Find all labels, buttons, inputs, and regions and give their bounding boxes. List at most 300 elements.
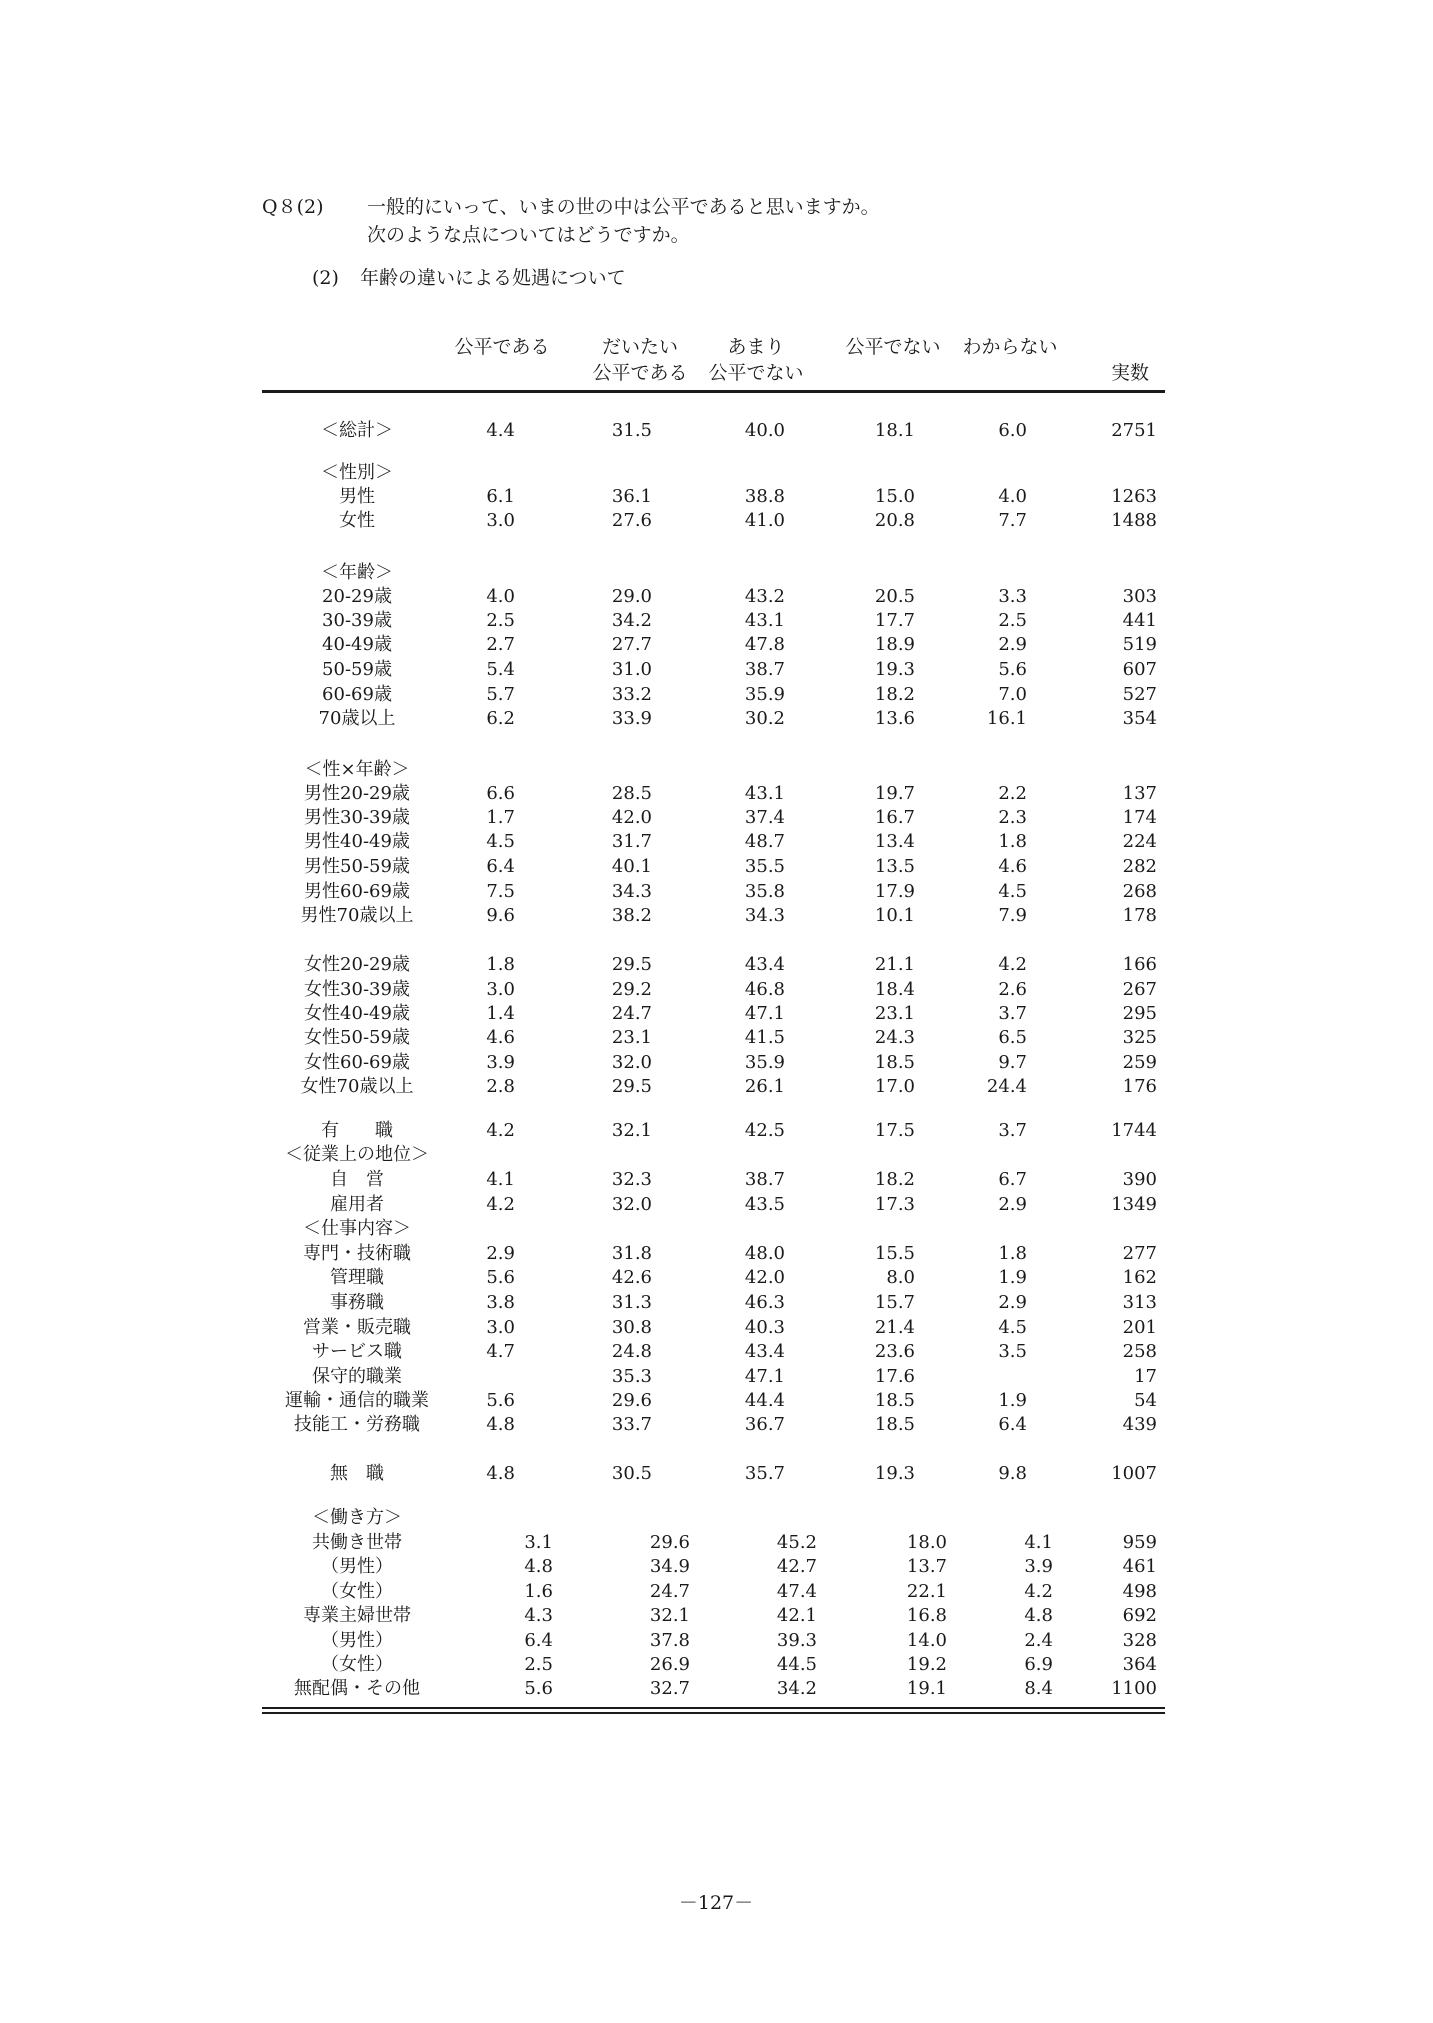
percent-cell: 20.5 [874,586,915,607]
percent-cell: 15.7 [874,1292,915,1313]
percent-cell: 2.9 [998,1292,1027,1313]
percent-cell: 43.1 [744,610,785,631]
percent-cell: 13.5 [874,856,915,877]
percent-cell: 45.2 [776,1532,817,1553]
count-cell: 607 [1122,659,1157,680]
percent-cell: 40.0 [744,420,785,441]
percent-cell: 4.8 [524,1556,553,1577]
percent-cell: 1.7 [486,807,515,828]
percent-cell: 5.7 [486,684,515,705]
percent-cell: 32.7 [649,1678,690,1699]
percent-cell: 16.7 [874,807,915,828]
percent-cell: 27.6 [611,510,652,531]
percent-cell: 2.3 [998,807,1027,828]
row-label: 男性70歳以上 [300,905,414,926]
row-label: （女性） [321,1581,393,1602]
count-cell: 1100 [1111,1678,1157,1699]
bottom-rule-2 [262,1712,1165,1714]
percent-cell: 4.5 [486,831,515,852]
row-label: 専業主婦世帯 [303,1605,411,1626]
row-label: 70歳以上 [318,708,396,729]
count-cell: 277 [1122,1243,1157,1264]
percent-cell: 3.7 [998,1003,1027,1024]
page-number: －127－ [678,1892,754,1914]
row-label: ＜年齢＞ [321,562,393,583]
percent-cell: 4.8 [1024,1605,1053,1626]
percent-cell: 40.1 [611,856,652,877]
percent-cell: 3.1 [524,1532,553,1553]
percent-cell: 1.8 [486,954,515,975]
percent-cell: 37.4 [744,807,785,828]
percent-cell: 18.4 [874,979,915,1000]
row-label: 女性70歳以上 [300,1076,414,1097]
row-label: 事務職 [330,1292,384,1313]
percent-cell: 22.1 [906,1581,947,1602]
percent-cell: 4.0 [486,586,515,607]
count-cell: 364 [1122,1654,1157,1675]
percent-cell: 34.3 [744,905,785,926]
percent-cell: 3.7 [998,1120,1027,1141]
count-cell: 313 [1122,1292,1157,1313]
percent-cell: 9.6 [486,905,515,926]
percent-cell: 6.4 [524,1630,553,1651]
percent-cell: 2.9 [998,634,1027,655]
count-cell: 441 [1122,610,1157,631]
percent-cell: 17.5 [874,1120,915,1141]
count-cell: 166 [1122,954,1157,975]
row-label: 40-49歳 [322,634,392,655]
percent-cell: 5.6 [998,659,1027,680]
row-label: ＜従業上の地位＞ [285,1144,429,1165]
row-label: ＜総計＞ [321,420,393,441]
percent-cell: 48.0 [744,1243,785,1264]
percent-cell: 3.0 [486,1317,515,1338]
percent-cell: 33.9 [611,708,652,729]
percent-cell: 4.3 [524,1605,553,1626]
percent-cell: 29.6 [611,1390,652,1411]
percent-cell: 2.2 [998,783,1027,804]
row-label: 女性 [339,510,375,531]
percent-cell: 28.5 [611,783,652,804]
row-label: 管理職 [330,1267,384,1288]
percent-cell: 15.0 [874,486,915,507]
percent-cell: 3.9 [1024,1556,1053,1577]
percent-cell: 1.4 [486,1003,515,1024]
percent-cell: 6.4 [486,856,515,877]
percent-cell: 33.7 [611,1414,652,1435]
percent-cell: 42.6 [611,1267,652,1288]
column-header-line1: わからない [962,336,1058,358]
percent-cell: 4.4 [486,420,515,441]
percent-cell: 8.0 [886,1267,915,1288]
percent-cell: 5.6 [486,1390,515,1411]
percent-cell: 2.6 [998,979,1027,1000]
percent-cell: 30.5 [611,1463,652,1484]
question-text-line2: 次のような点についてはどうですか。 [367,224,690,246]
count-cell: 303 [1122,586,1157,607]
bottom-rule-1 [262,1707,1165,1709]
percent-cell: 18.5 [874,1390,915,1411]
percent-cell: 38.8 [744,486,785,507]
percent-cell: 19.2 [906,1654,947,1675]
percent-cell: 4.2 [486,1120,515,1141]
row-label: 30-39歳 [322,610,392,631]
row-label: （男性） [321,1556,393,1577]
percent-cell: 47.4 [776,1581,817,1602]
percent-cell: 29.0 [611,586,652,607]
count-cell: 390 [1122,1169,1157,1190]
percent-cell: 27.7 [611,634,652,655]
count-cell: 17 [1134,1366,1157,1387]
percent-cell: 34.2 [776,1678,817,1699]
percent-cell: 31.5 [611,420,652,441]
row-label: 専門・技術職 [303,1243,411,1264]
percent-cell: 2.9 [486,1243,515,1264]
percent-cell: 37.8 [649,1630,690,1651]
percent-cell: 19.1 [906,1678,947,1699]
percent-cell: 31.0 [611,659,652,680]
percent-cell: 35.9 [744,1052,785,1073]
percent-cell: 47.1 [744,1003,785,1024]
percent-cell: 43.1 [744,783,785,804]
row-label: 無配偶・その他 [294,1678,420,1699]
row-label: 女性60-69歳 [304,1052,410,1073]
count-cell: 295 [1122,1003,1157,1024]
percent-cell: 17.0 [874,1076,915,1097]
percent-cell: 6.6 [486,783,515,804]
percent-cell: 47.1 [744,1366,785,1387]
row-label: ＜仕事内容＞ [303,1218,411,1239]
percent-cell: 14.0 [906,1630,947,1651]
percent-cell: 13.7 [906,1556,947,1577]
percent-cell: 42.5 [744,1120,785,1141]
column-header-line2: 公平である [592,362,688,384]
percent-cell: 6.9 [1024,1654,1053,1675]
percent-cell: 16.1 [986,708,1027,729]
percent-cell: 38.2 [611,905,652,926]
count-cell: 174 [1122,807,1157,828]
percent-cell: 20.8 [874,510,915,531]
percent-cell: 32.3 [611,1169,652,1190]
percent-cell: 7.5 [486,881,515,902]
percent-cell: 18.5 [874,1052,915,1073]
count-cell: 224 [1122,831,1157,852]
percent-cell: 7.7 [998,510,1027,531]
count-cell: 439 [1122,1414,1157,1435]
percent-cell: 2.5 [524,1654,553,1675]
percent-cell: 17.3 [874,1194,915,1215]
percent-cell: 31.3 [611,1292,652,1313]
row-label: 女性40-49歳 [304,1003,410,1024]
column-header-line1: だいたい [601,336,678,358]
percent-cell: 5.6 [524,1678,553,1699]
row-label: 有 職 [321,1120,393,1141]
percent-cell: 18.2 [874,684,915,705]
percent-cell: 18.2 [874,1169,915,1190]
percent-cell: 23.6 [874,1341,915,1362]
percent-cell: 42.0 [744,1267,785,1288]
column-header-line2: 公平でない [708,362,804,384]
percent-cell: 19.7 [874,783,915,804]
percent-cell: 29.6 [649,1532,690,1553]
row-label: 50-59歳 [322,659,392,680]
percent-cell: 3.0 [486,510,515,531]
percent-cell: 34.9 [649,1556,690,1577]
percent-cell: 1.6 [524,1581,553,1602]
row-label: 雇用者 [330,1194,384,1215]
percent-cell: 21.4 [874,1317,915,1338]
percent-cell: 32.0 [611,1052,652,1073]
row-label: 男性40-49歳 [304,831,410,852]
percent-cell: 43.2 [744,586,785,607]
percent-cell: 2.4 [1024,1630,1053,1651]
percent-cell: 6.2 [486,708,515,729]
row-label: 技能工・労務職 [294,1414,420,1435]
row-label: （男性） [321,1630,393,1651]
percent-cell: 32.1 [649,1605,690,1626]
percent-cell: 24.3 [874,1027,915,1048]
percent-cell: 46.3 [744,1292,785,1313]
percent-cell: 42.7 [776,1556,817,1577]
row-label: 共働き世帯 [312,1532,402,1553]
count-cell: 1007 [1111,1463,1157,1484]
row-label: 女性20-29歳 [304,954,410,975]
percent-cell: 4.1 [1024,1532,1053,1553]
percent-cell: 48.7 [744,831,785,852]
row-label: 男性 [339,486,375,507]
percent-cell: 33.2 [611,684,652,705]
percent-cell: 29.2 [611,979,652,1000]
percent-cell: 5.4 [486,659,515,680]
percent-cell: 1.9 [998,1390,1027,1411]
percent-cell: 23.1 [874,1003,915,1024]
percent-cell: 4.5 [998,1317,1027,1338]
percent-cell: 6.1 [486,486,515,507]
percent-cell: 35.7 [744,1463,785,1484]
percent-cell: 23.1 [611,1027,652,1048]
count-cell: 162 [1122,1267,1157,1288]
percent-cell: 31.7 [611,831,652,852]
percent-cell: 8.4 [1024,1678,1053,1699]
question-text-line1: 一般的にいって、いまの世の中は公平であると思いますか。 [367,196,880,218]
row-label: サービス職 [312,1341,402,1362]
percent-cell: 35.5 [744,856,785,877]
percent-cell: 4.6 [998,856,1027,877]
row-label: 女性30-39歳 [304,979,410,1000]
percent-cell: 35.9 [744,684,785,705]
percent-cell: 2.5 [998,610,1027,631]
percent-cell: 1.8 [998,831,1027,852]
row-label: 男性20-29歳 [304,783,410,804]
subquestion-text: 年齢の違いによる処遇について [360,267,626,289]
percent-cell: 29.5 [611,954,652,975]
count-cell: 176 [1122,1076,1157,1097]
percent-cell: 46.8 [744,979,785,1000]
percent-cell: 9.8 [998,1463,1027,1484]
count-cell: 267 [1122,979,1157,1000]
count-cell: 498 [1122,1581,1157,1602]
count-cell: 54 [1134,1390,1157,1411]
percent-cell: 4.2 [1024,1581,1053,1602]
percent-cell: 3.9 [486,1052,515,1073]
count-cell: 268 [1122,881,1157,902]
percent-cell: 38.7 [744,659,785,680]
header-rule [262,390,1165,393]
count-cell: 1488 [1111,510,1157,531]
percent-cell: 6.4 [998,1414,1027,1435]
row-label: 男性60-69歳 [304,881,410,902]
percent-cell: 34.2 [611,610,652,631]
percent-cell: 4.5 [998,881,1027,902]
percent-cell: 5.6 [486,1267,515,1288]
percent-cell: 6.0 [998,420,1027,441]
row-label: 保守的職業 [312,1366,402,1387]
percent-cell: 36.7 [744,1414,785,1435]
row-label: 20-29歳 [322,586,392,607]
row-label: ＜性×年齢＞ [304,759,410,780]
count-cell: 461 [1122,1556,1157,1577]
percent-cell: 47.8 [744,634,785,655]
percent-cell: 42.1 [776,1605,817,1626]
count-cell: 354 [1122,708,1157,729]
count-cell: 519 [1122,634,1157,655]
percent-cell: 9.7 [998,1052,1027,1073]
question-number: Q８(2) [262,196,324,218]
percent-cell: 43.4 [744,1341,785,1362]
count-cell: 692 [1122,1605,1157,1626]
percent-cell: 4.0 [998,486,1027,507]
percent-cell: 13.4 [874,831,915,852]
column-header-line1: 公平でない [845,336,941,358]
row-label: 60-69歳 [322,684,392,705]
percent-cell: 21.1 [874,954,915,975]
percent-cell: 44.5 [776,1654,817,1675]
percent-cell: 16.8 [906,1605,947,1626]
column-header-line1: あまり [727,336,785,358]
percent-cell: 39.3 [776,1630,817,1651]
subquestion-number: (2) [312,267,339,289]
percent-cell: 17.9 [874,881,915,902]
count-cell: 1744 [1111,1120,1157,1141]
row-label: 運輸・通信的職業 [285,1390,429,1411]
percent-cell: 19.3 [874,1463,915,1484]
count-cell: 527 [1122,684,1157,705]
count-cell: 1349 [1111,1194,1157,1215]
count-cell: 282 [1122,856,1157,877]
row-label: 自 営 [330,1169,384,1190]
percent-cell: 26.9 [649,1654,690,1675]
percent-cell: 32.1 [611,1120,652,1141]
percent-cell: 4.1 [486,1169,515,1190]
percent-cell: 42.0 [611,807,652,828]
percent-cell: 35.8 [744,881,785,902]
row-label: 無 職 [330,1463,384,1484]
percent-cell: 6.5 [998,1027,1027,1048]
row-label: ＜性別＞ [321,462,393,483]
count-cell: 328 [1122,1630,1157,1651]
percent-cell: 29.5 [611,1076,652,1097]
percent-cell: 6.7 [998,1169,1027,1190]
percent-cell: 4.8 [486,1463,515,1484]
percent-cell: 26.1 [744,1076,785,1097]
percent-cell: 32.0 [611,1194,652,1215]
row-label: ＜働き方＞ [312,1507,402,1528]
percent-cell: 38.7 [744,1169,785,1190]
percent-cell: 1.8 [998,1243,1027,1264]
percent-cell: 4.2 [486,1194,515,1215]
percent-cell: 36.1 [611,486,652,507]
percent-cell: 4.7 [486,1341,515,1362]
count-cell: 137 [1122,783,1157,804]
percent-cell: 30.2 [744,708,785,729]
count-cell: 959 [1122,1532,1157,1553]
row-label: 男性50-59歳 [304,856,410,877]
count-cell: 258 [1122,1341,1157,1362]
percent-cell: 2.8 [486,1076,515,1097]
percent-cell: 7.9 [998,905,1027,926]
percent-cell: 18.1 [874,420,915,441]
percent-cell: 24.4 [986,1076,1027,1097]
percent-cell: 44.4 [744,1390,785,1411]
percent-cell: 2.5 [486,610,515,631]
percent-cell: 17.7 [874,610,915,631]
percent-cell: 30.8 [611,1317,652,1338]
percent-cell: 17.6 [874,1366,915,1387]
count-cell: 325 [1122,1027,1157,1048]
percent-cell: 24.7 [649,1581,690,1602]
percent-cell: 13.6 [874,708,915,729]
percent-cell: 19.3 [874,659,915,680]
row-label: 男性30-39歳 [304,807,410,828]
percent-cell: 4.6 [486,1027,515,1048]
percent-cell: 2.9 [998,1194,1027,1215]
row-label: 女性50-59歳 [304,1027,410,1048]
percent-cell: 18.9 [874,634,915,655]
percent-cell: 34.3 [611,881,652,902]
percent-cell: 43.5 [744,1194,785,1215]
percent-cell: 24.7 [611,1003,652,1024]
percent-cell: 4.2 [998,954,1027,975]
column-header-line1: 公平である [454,336,550,358]
percent-cell: 31.8 [611,1243,652,1264]
percent-cell: 4.8 [486,1414,515,1435]
percent-cell: 10.1 [874,905,915,926]
percent-cell: 15.5 [874,1243,915,1264]
count-cell: 2751 [1111,420,1157,441]
count-cell: 259 [1122,1052,1157,1073]
percent-cell: 3.8 [486,1292,515,1313]
percent-cell: 2.7 [486,634,515,655]
count-cell: 178 [1122,905,1157,926]
column-header-line2: 実数 [1110,362,1149,384]
percent-cell: 24.8 [611,1341,652,1362]
row-label: 営業・販売職 [303,1317,411,1338]
percent-cell: 41.0 [744,510,785,531]
percent-cell: 7.0 [998,684,1027,705]
percent-cell: 18.5 [874,1414,915,1435]
percent-cell: 3.5 [998,1341,1027,1362]
percent-cell: 35.3 [611,1366,652,1387]
row-label: （女性） [321,1654,393,1675]
count-cell: 1263 [1111,486,1157,507]
percent-cell: 40.3 [744,1317,785,1338]
percent-cell: 18.0 [906,1532,947,1553]
percent-cell: 3.3 [998,586,1027,607]
percent-cell: 43.4 [744,954,785,975]
count-cell: 201 [1122,1317,1157,1338]
percent-cell: 3.0 [486,979,515,1000]
percent-cell: 1.9 [998,1267,1027,1288]
